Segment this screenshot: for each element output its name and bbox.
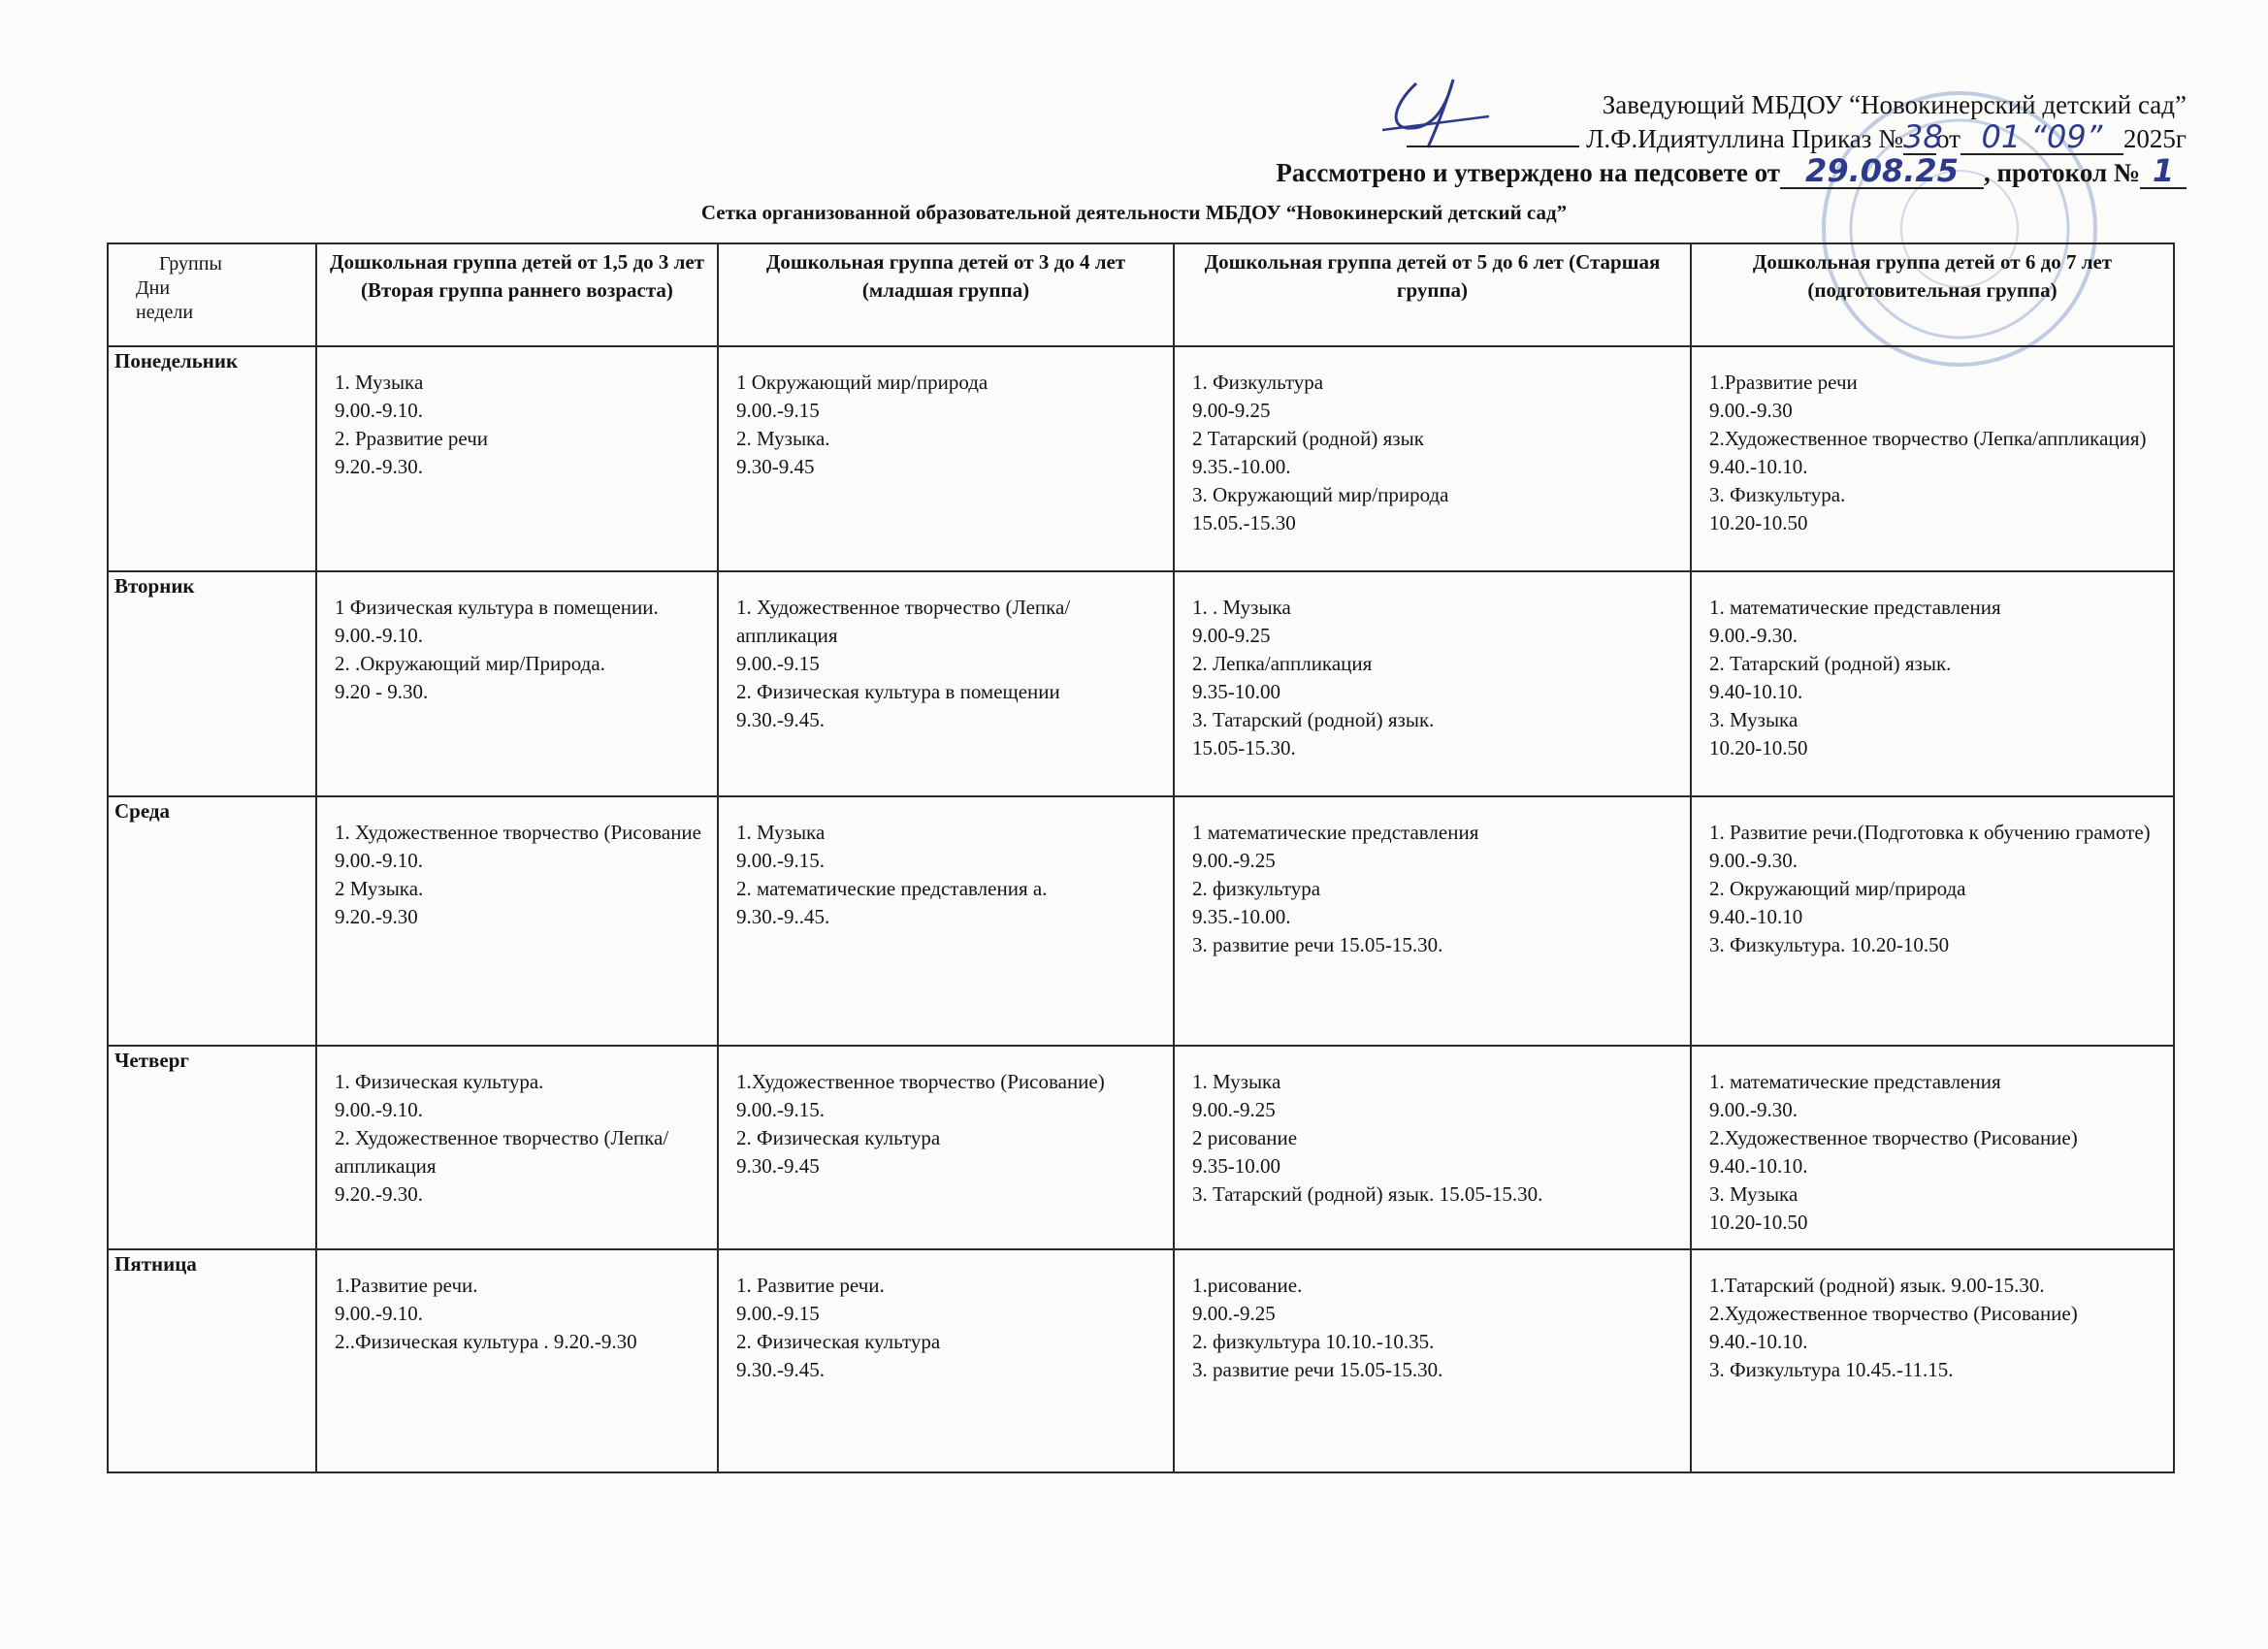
group-header-3: Дошкольная группа детей от 5 до 6 лет (Старшая группа) <box>1174 243 1691 346</box>
group-header-1: Дошкольная группа детей от 1,5 до 3 лет (Вторая группа раннего возраста) <box>316 243 718 346</box>
council-line <box>1276 152 2187 189</box>
day-label: Понедельник <box>108 346 316 571</box>
table-row <box>108 1046 2174 1249</box>
order-number: 38 <box>1902 118 1943 155</box>
day-label: Вторник <box>108 571 316 796</box>
table-row <box>108 571 2174 796</box>
schedule-cell: 1 Физическая культура в помещении. 9.00.-9.10. 2. .Окружающий мир/Природа. 9.20 - 9.30. <box>316 571 718 796</box>
group-header-4: Дошкольная группа детей от 6 до 7 лет (подготовительная группа) <box>1691 243 2174 346</box>
head-name-order-label: Л.Ф.Идиятуллина Приказ № <box>1586 124 1903 153</box>
schedule-cell: 1. Художественное творчество (Лепка/аппликация 9.00.-9.15 2. Физическая культура в помещении 9.30.-9.45. <box>718 571 1174 796</box>
head-title-line: Заведующий МБДОУ “Новокинерский детский сад” <box>1602 90 2187 119</box>
order-year: 2025г <box>2122 124 2187 153</box>
day-label: Четверг <box>108 1046 316 1249</box>
day-label: Пятница <box>108 1249 316 1472</box>
schedule-cell: 1. Художественное творчество (Рисование 9.00.-9.10. 2 Музыка. 9.20.-9.30 <box>316 796 718 1046</box>
order-line <box>1276 118 2187 155</box>
schedule-cell: 1. Музыка 9.00.-9.25 2 рисование 9.35-10.00 3. Татарский (родной) язык. 15.05-15.30. <box>1174 1046 1691 1249</box>
schedule-cell: 1.Развитие речи. 9.00.-9.10. 2..Физическая культура . 9.20.-9.30 <box>316 1249 718 1472</box>
protocol-label: , протокол № <box>1984 158 2140 187</box>
schedule-cell: 1. Музыка 9.00.-9.10. 2. Рразвитие речи 9.20.-9.30. <box>316 346 718 571</box>
schedule-cell: 1 Окружающий мир/природа 9.00.-9.15 2. Музыка. 9.30-9.45 <box>718 346 1174 571</box>
council-date: 29.08.25 <box>1780 155 1984 189</box>
schedule-cell: 1. математические представления 9.00.-9.30. 2.Художественное творчество (Рисование) 9.40.-10.10. 3. Музыка 10.20-10.50 <box>1691 1046 2174 1249</box>
table-row <box>108 1249 2174 1472</box>
schedule-cell: 1.Татарский (родной) язык. 9.00-15.30. 2.Художественное творчество (Рисование) 9.40.-10.10. 3. Физкультура 10.45.-11.15. <box>1691 1249 2174 1472</box>
schedule-cell: 1. математические представления 9.00.-9.30. 2. Татарский (родной) язык. 9.40-10.10. 3. Музыка 10.20-10.50 <box>1691 571 2174 796</box>
schedule-cell: 1. Музыка 9.00.-9.15. 2. математические представления а. 9.30.-9..45. <box>718 796 1174 1046</box>
order-from-label: от <box>1935 124 1960 153</box>
corner-header: Группы Дни недели <box>108 243 316 346</box>
schedule-cell: 1.Рразвитие речи 9.00.-9.30 2.Художественное творчество (Лепка/аппликация) 9.40.-10.10. 3. Физкультура. 10.20-10.50 <box>1691 346 2174 571</box>
schedule-cell: 1. Развитие речи.(Подготовка к обучению грамоте) 9.00.-9.30. 2. Окружающий мир/природа 9.40.-10.10 3. Физкультура. 10.20-10.50 <box>1691 796 2174 1046</box>
council-label: Рассмотрено и утверждено на педсовете от <box>1276 158 1780 187</box>
table-row <box>108 346 2174 571</box>
schedule-cell: 1.Художественное творчество (Рисование) 9.00.-9.15. 2. Физическая культура 9.30.-9.45 <box>718 1046 1174 1249</box>
schedule-cell: 1. Физическая культура. 9.00.-9.10. 2. Художественное творчество (Лепка/аппликация 9.20.-9.30. <box>316 1046 718 1249</box>
schedule-cell: 1. . Музыка 9.00-9.25 2. Лепка/аппликация 9.35-10.00 3. Татарский (родной) язык. 15.05-15.30. <box>1174 571 1691 796</box>
schedule-cell: 1. Развитие речи. 9.00.-9.15 2. Физическая культура 9.30.-9.45. <box>718 1249 1174 1472</box>
table-row <box>108 796 2174 1046</box>
protocol-number: 1 <box>2140 155 2187 189</box>
document-title: Сетка организованной образовательной деятельности МБДОУ “Новокинерский детский сад” <box>700 201 1568 224</box>
day-label: Среда <box>108 796 316 1046</box>
schedule-cell: 1.рисование. 9.00.-9.25 2. физкультура 10.10.-10.35. 3. развитие речи 15.05-15.30. <box>1174 1249 1691 1472</box>
table-header-row <box>108 243 2174 346</box>
group-header-2: Дошкольная группа детей от 3 до 4 лет (младшая группа) <box>718 243 1174 346</box>
approval-header <box>1276 89 2187 189</box>
schedule-cell: 1 математические представления 9.00.-9.25 2. физкультура 9.35.-10.00. 3. развитие речи 15.05-15.30. <box>1174 796 1691 1046</box>
schedule-cell: 1. Физкультура 9.00-9.25 2 Татарский (родной) язык 9.35.-10.00. 3. Окружающий мир/природа 15.05.-15.30 <box>1174 346 1691 571</box>
order-date: 01 “09” <box>1960 121 2123 155</box>
schedule-table <box>107 242 2175 1473</box>
signature-blank <box>1407 124 1579 147</box>
